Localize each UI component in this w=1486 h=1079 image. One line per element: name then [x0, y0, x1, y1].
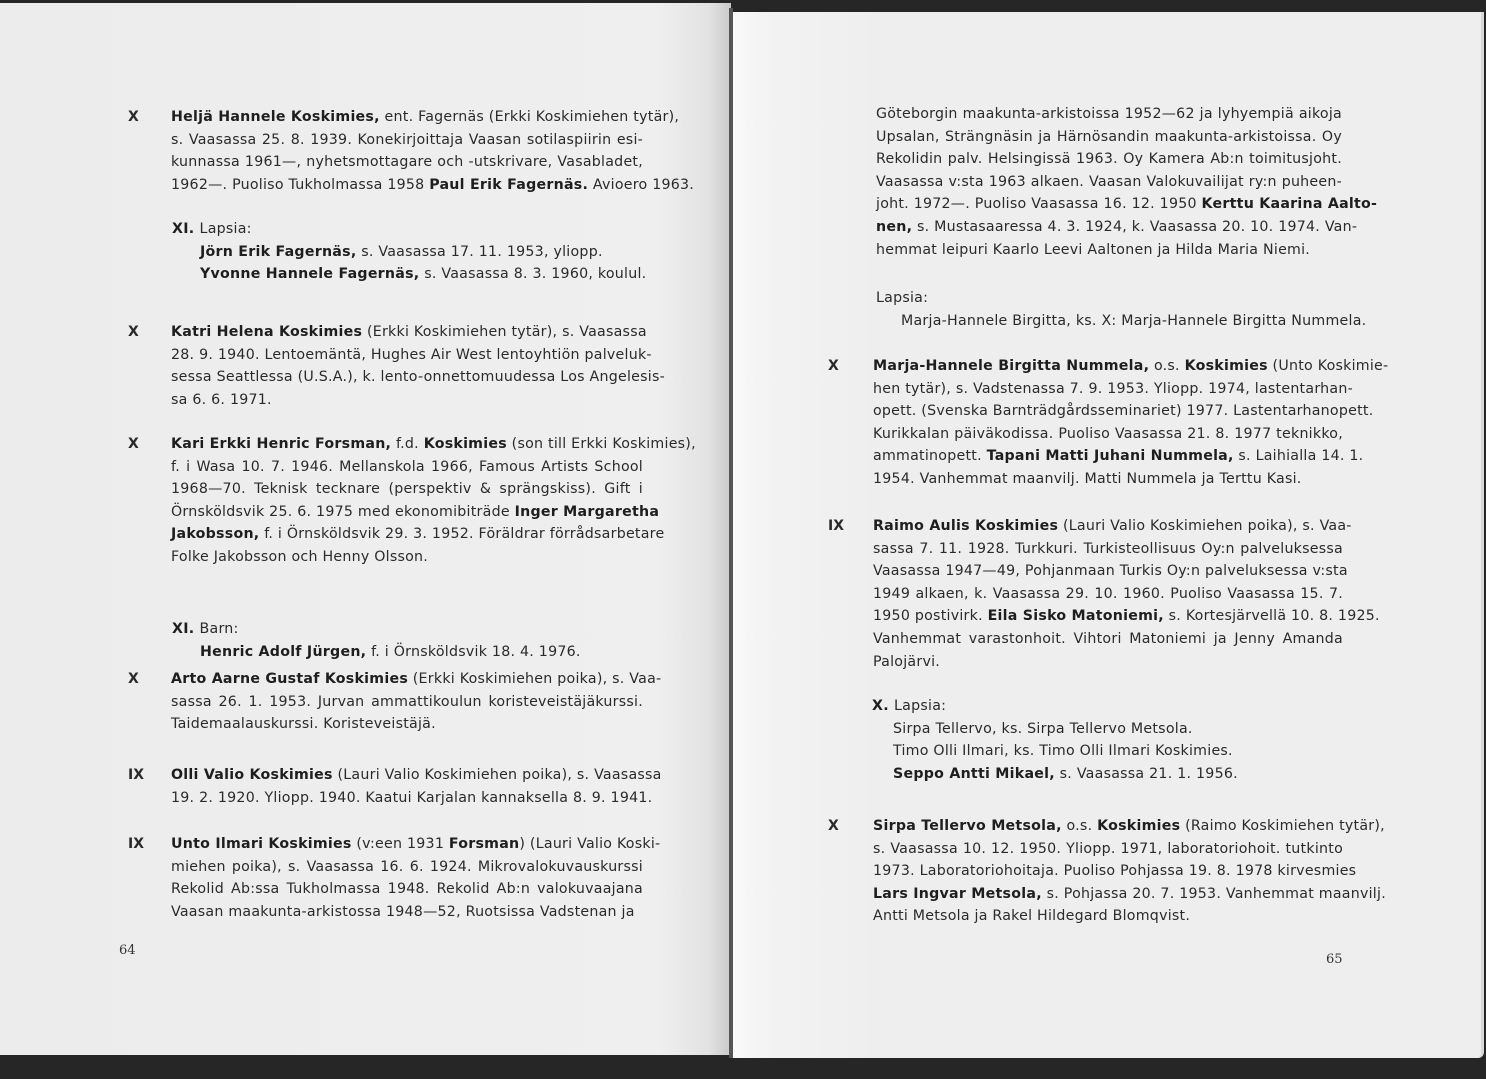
bold-name: Inger Margaretha	[514, 503, 660, 520]
text-run: s. Mustasaaressa 4. 3. 1924, k. Vaasassa 20. 10. 1974. Van-	[912, 218, 1358, 235]
text-line	[171, 344, 652, 367]
genealogy-entry	[171, 764, 662, 809]
children-label: Lapsia:	[876, 290, 929, 306]
generation-marker: X	[128, 671, 139, 687]
text-line	[200, 263, 646, 286]
generation-marker: X	[828, 818, 839, 834]
text-run: sassa 26. 1. 1953. Jurvan ammattikoulun koristeveistäjäkurssi.	[171, 693, 643, 710]
text-line	[901, 310, 1366, 333]
text-run: 19. 2. 1920. Yliopp. 1940. Kaatui Karjalan kannaksella 8. 9. 1941.	[171, 789, 653, 806]
bold-name: Forsman	[448, 836, 520, 852]
text-run: Rekolidin palv. Helsingissä 1963. Oy Kamera Ab:n toimitusjoht.	[876, 151, 1342, 168]
text-line	[171, 174, 695, 197]
text-run: joht. 1972—. Puoliso Vaasassa 16. 12. 1950	[876, 196, 1202, 213]
text-run: Vaasassa v:sta 1963 alkaen. Vaasan Valokuvailijat ry:n puheen-	[876, 173, 1342, 190]
children-generation: X.	[872, 698, 895, 714]
text-line	[873, 560, 1348, 583]
generation-marker: X	[128, 436, 139, 452]
text-line	[171, 668, 662, 691]
text-run: f. i Örnsköldsvik 18. 4. 1976.	[366, 643, 581, 660]
text-line	[873, 605, 1380, 628]
text-run: sassa 7. 11. 1928. Turkkuri. Turkisteollisuus Oy:n palveluksessa	[873, 540, 1343, 557]
text-run: o.s.	[1061, 818, 1098, 834]
children-heading	[876, 287, 928, 310]
text-run: hemmat leipuri Kaarlo Leevi Aaltonen ja Hilda Maria Niemi.	[876, 241, 1311, 258]
bold-name: Raimo Aulis Koskimies	[873, 518, 1059, 534]
text-line	[171, 366, 665, 389]
text-line	[873, 468, 1343, 491]
text-run: Kurikkalan päiväkodissa. Puoliso Vaasassa 21. 8. 1977 teknikko,	[873, 425, 1343, 442]
text-run: (Lauri Valio Koskimiehen poika), s. Vaasassa	[332, 767, 662, 783]
text-line	[873, 628, 1343, 651]
genealogy-entry-continuation	[876, 103, 1378, 261]
text-run: (Lauri Valio Koskimiehen poika), s. Vaa-	[1058, 518, 1352, 534]
text-line	[873, 883, 1386, 906]
genealogy-entry	[171, 433, 696, 569]
text-run: f.d.	[391, 436, 424, 452]
genealogy-entry	[171, 833, 661, 923]
bold-name: Paul Erik Fagernäs.	[429, 176, 589, 193]
text-line	[200, 241, 603, 264]
text-line	[893, 718, 1193, 741]
text-line	[171, 787, 653, 810]
text-line	[893, 740, 1233, 763]
text-run: (Erkki Koskimiehen poika), s. Vaa-	[408, 671, 662, 687]
text-run: (Erkki Koskimiehen tytär), s. Vaasassa	[362, 324, 647, 340]
text-run: s. Kortesjärvellä 10. 8. 1925.	[1163, 608, 1380, 625]
text-run: kunnassa 1961—, nyhetsmottagare och -utskrivare, Vasabladet,	[171, 154, 643, 171]
text-run: Marja-Hannele Birgitta, ks. X: Marja-Hannele Birgitta Nummela.	[901, 312, 1367, 329]
text-line	[171, 321, 647, 344]
children-generation: XI.	[172, 621, 200, 637]
text-line	[171, 389, 643, 412]
text-line	[873, 860, 1357, 883]
child-item	[893, 763, 1238, 786]
genealogy-entry	[873, 815, 1386, 928]
text-run: Avioero 1963.	[588, 176, 695, 193]
text-run: opett. (Svenska Barnträdgårdsseminariet) 1977. Lastentarhanopett.	[873, 403, 1374, 420]
bold-name: Koskimies	[1184, 358, 1268, 374]
bold-name: Marja-Hannele Birgitta Nummela,	[873, 358, 1150, 374]
generation-marker: X	[828, 358, 839, 374]
text-run: Rekolid Ab:ssa Tukholmassa 1948. Rekolid Ab:n valokuvaajana	[171, 881, 643, 898]
genealogy-entry	[171, 321, 665, 411]
text-line	[876, 126, 1342, 149]
bold-name: nen,	[876, 218, 913, 235]
text-line	[893, 763, 1238, 786]
page-number-right: 65	[1326, 952, 1343, 967]
bold-name: Koskimies	[1097, 818, 1181, 834]
text-line	[200, 641, 581, 664]
text-run: s. Vaasassa 25. 8. 1939. Konekirjoittaja Vaasan sotilaspiirin esi-	[171, 131, 643, 148]
text-line	[171, 691, 643, 714]
bold-name: Heljä Hannele Koskimies,	[171, 109, 380, 125]
text-run: 1968—70. Teknisk tecknare (perspektiv & sprängskiss). Gift i	[171, 481, 643, 498]
text-run: (Unto Koskimie-	[1267, 358, 1389, 374]
text-line	[171, 878, 643, 901]
bold-name: Kari Erkki Henric Forsman,	[171, 436, 392, 452]
bold-name: Olli Valio Koskimies	[171, 767, 333, 783]
text-run: ) (Lauri Valio Koski-	[519, 836, 661, 852]
text-line	[171, 478, 643, 501]
text-line	[876, 103, 1342, 126]
text-run: s. Vaasassa 8. 3. 1960, koulul.	[419, 266, 647, 283]
text-line	[873, 355, 1389, 378]
text-line	[876, 216, 1358, 239]
children-heading	[172, 618, 239, 641]
bold-name: Lars Ingvar Metsola,	[873, 885, 1042, 902]
children-label: Barn:	[199, 621, 239, 637]
genealogy-entry	[171, 106, 695, 196]
bold-name: Seppo Antti Mikael,	[893, 765, 1055, 782]
text-run: Göteborgin maakunta-arkistoissa 1952—62 ja lyhyempiä aikoja	[876, 106, 1342, 122]
child-item	[893, 718, 1193, 741]
text-line	[171, 106, 680, 129]
children-label: Lapsia:	[894, 698, 947, 714]
bold-name: Yvonne Hannele Fagernäs,	[200, 266, 420, 283]
text-run: miehen poika), s. Vaasassa 16. 6. 1924. Mikrovalokuvauskurssi	[171, 858, 643, 875]
text-run: (Raimo Koskimiehen tytär),	[1180, 818, 1385, 834]
generation-marker: IX	[128, 836, 145, 852]
text-run: 1949 alkaen, k. Vaasassa 29. 10. 1960. Puoliso Vaasassa 15. 7.	[873, 585, 1343, 602]
text-line	[873, 815, 1385, 838]
children-heading	[872, 695, 946, 718]
text-run: s. Vaasassa 21. 1. 1956.	[1054, 765, 1238, 782]
text-run: sa 6. 6. 1971.	[171, 391, 272, 408]
text-run: s. Laihialla 14. 1.	[1233, 448, 1364, 465]
bold-name: Kerttu Kaarina Aalto-	[1201, 196, 1378, 213]
bold-name: Sirpa Tellervo Metsola,	[873, 818, 1062, 834]
text-line	[171, 856, 643, 879]
child-item	[893, 740, 1233, 763]
bold-name: Unto Ilmari Koskimies	[171, 836, 352, 852]
page-number-left: 64	[119, 943, 136, 958]
genealogy-entry	[873, 515, 1380, 673]
bold-name: Eila Sisko Matoniemi,	[987, 608, 1164, 625]
bold-name: Katri Helena Koskimies	[171, 324, 363, 340]
text-line	[876, 148, 1342, 171]
bold-name: Koskimies	[423, 436, 507, 452]
text-run: Palojärvi.	[873, 653, 941, 670]
text-line	[171, 151, 643, 174]
text-run: Vanhemmat varastonhoit. Vihtori Matoniemi ja Jenny Amanda	[873, 630, 1343, 647]
bold-name: Tapani Matti Juhani Nummela,	[986, 448, 1234, 465]
bold-name: Henric Adolf Jürgen,	[200, 643, 367, 660]
text-line	[873, 445, 1364, 468]
text-run: 1962—. Puoliso Tukholmassa 1958	[171, 176, 430, 193]
text-run: f. i Örnsköldsvik 29. 3. 1952. Föräldrar förrådsarbetare	[259, 526, 665, 543]
text-line	[873, 515, 1352, 538]
text-run: Upsalan, Strängnäsin ja Härnösandin maakunta-arkistoissa. Oy	[876, 128, 1342, 145]
text-line	[171, 456, 643, 479]
children-heading	[172, 218, 252, 241]
genealogy-entry	[171, 668, 662, 736]
text-run: 1973. Laboratoriohoitaja. Puoliso Pohjassa 19. 8. 1978 kirvesmies	[873, 863, 1357, 880]
text-run: hen tytär), s. Vadstenassa 7. 9. 1953. Yliopp. 1974, lastentarhan-	[873, 380, 1353, 397]
text-run: s. Vaasassa 10. 12. 1950. Yliopp. 1971, laboratoriohoit. tutkinto	[873, 840, 1343, 857]
text-run: Sirpa Tellervo, ks. Sirpa Tellervo Metsola.	[893, 720, 1193, 737]
text-line	[873, 905, 1343, 928]
text-line	[171, 901, 643, 924]
text-run: (v:een 1931	[351, 836, 449, 852]
text-line	[873, 378, 1353, 401]
text-run: Taidemaalauskurssi. Koristeveistäjä.	[171, 716, 436, 733]
text-run: Folke Jakobsson och Henny Olsson.	[171, 548, 429, 565]
generation-marker: IX	[828, 518, 845, 534]
text-line	[873, 400, 1374, 423]
text-line	[171, 764, 662, 787]
bold-name: Arto Aarne Gustaf Koskimies	[171, 671, 409, 687]
text-run: Örnsköldsvik 25. 6. 1975 med ekonomibiträde	[171, 503, 515, 520]
text-run: Vaasassa 1947—49, Pohjanmaan Turkis Oy:n palveluksessa v:sta	[873, 563, 1348, 580]
text-run: f. i Wasa 10. 7. 1946. Mellanskola 1966, Famous Artists School	[171, 458, 643, 475]
text-run: Antti Metsola ja Rakel Hildegard Blomqvist.	[873, 908, 1191, 925]
children-label: Lapsia:	[199, 221, 252, 237]
text-line	[171, 129, 643, 152]
text-run: 28. 9. 1940. Lentoemäntä, Hughes Air West lentoyhtiön palveluk-	[171, 346, 652, 363]
text-line	[171, 833, 661, 856]
text-line	[171, 501, 660, 524]
text-line	[876, 171, 1342, 194]
text-line	[873, 423, 1343, 446]
text-line	[171, 523, 665, 546]
text-run: Timo Olli Ilmari, ks. Timo Olli Ilmari Koskimies.	[893, 743, 1233, 760]
text-line	[873, 538, 1343, 561]
text-line	[171, 546, 643, 569]
generation-marker: X	[128, 324, 139, 340]
text-line	[873, 583, 1343, 606]
text-line	[876, 239, 1342, 262]
text-run: sessa Seattlessa (U.S.A.), k. lento-onnettomuudessa Los Angelesis-	[171, 369, 665, 386]
bold-name: Jörn Erik Fagernäs,	[200, 243, 357, 260]
text-run: s. Pohjassa 20. 7. 1953. Vanhemmat maanvilj.	[1041, 885, 1386, 902]
child-item	[200, 263, 646, 286]
genealogy-entry	[873, 355, 1389, 491]
bold-name: Jakobsson,	[171, 526, 260, 543]
text-run: (son till Erkki Koskimies),	[506, 436, 696, 452]
child-item	[200, 241, 603, 264]
text-line	[873, 651, 1343, 674]
text-run: 1954. Vanhemmat maanvilj. Matti Nummela ja Terttu Kasi.	[873, 470, 1302, 487]
text-run: ammatinopett.	[873, 448, 987, 465]
child-item	[901, 310, 1366, 333]
text-line	[171, 713, 643, 736]
text-line	[876, 193, 1378, 216]
text-run: o.s.	[1149, 358, 1185, 374]
text-run: ent. Fagernäs (Erkki Koskimiehen tytär),	[379, 109, 680, 125]
book-gutter	[729, 8, 733, 1058]
text-run: s. Vaasassa 17. 11. 1953, yliopp.	[356, 243, 603, 260]
children-generation: XI.	[172, 221, 200, 237]
child-item	[200, 641, 581, 664]
text-run: 1950 postivirk.	[873, 608, 988, 625]
text-line	[171, 433, 696, 456]
generation-marker: IX	[128, 767, 145, 783]
text-line	[873, 838, 1343, 861]
generation-marker: X	[128, 109, 139, 125]
text-run: Vaasan maakunta-arkistossa 1948—52, Ruotsissa Vadstenan ja	[171, 903, 635, 920]
